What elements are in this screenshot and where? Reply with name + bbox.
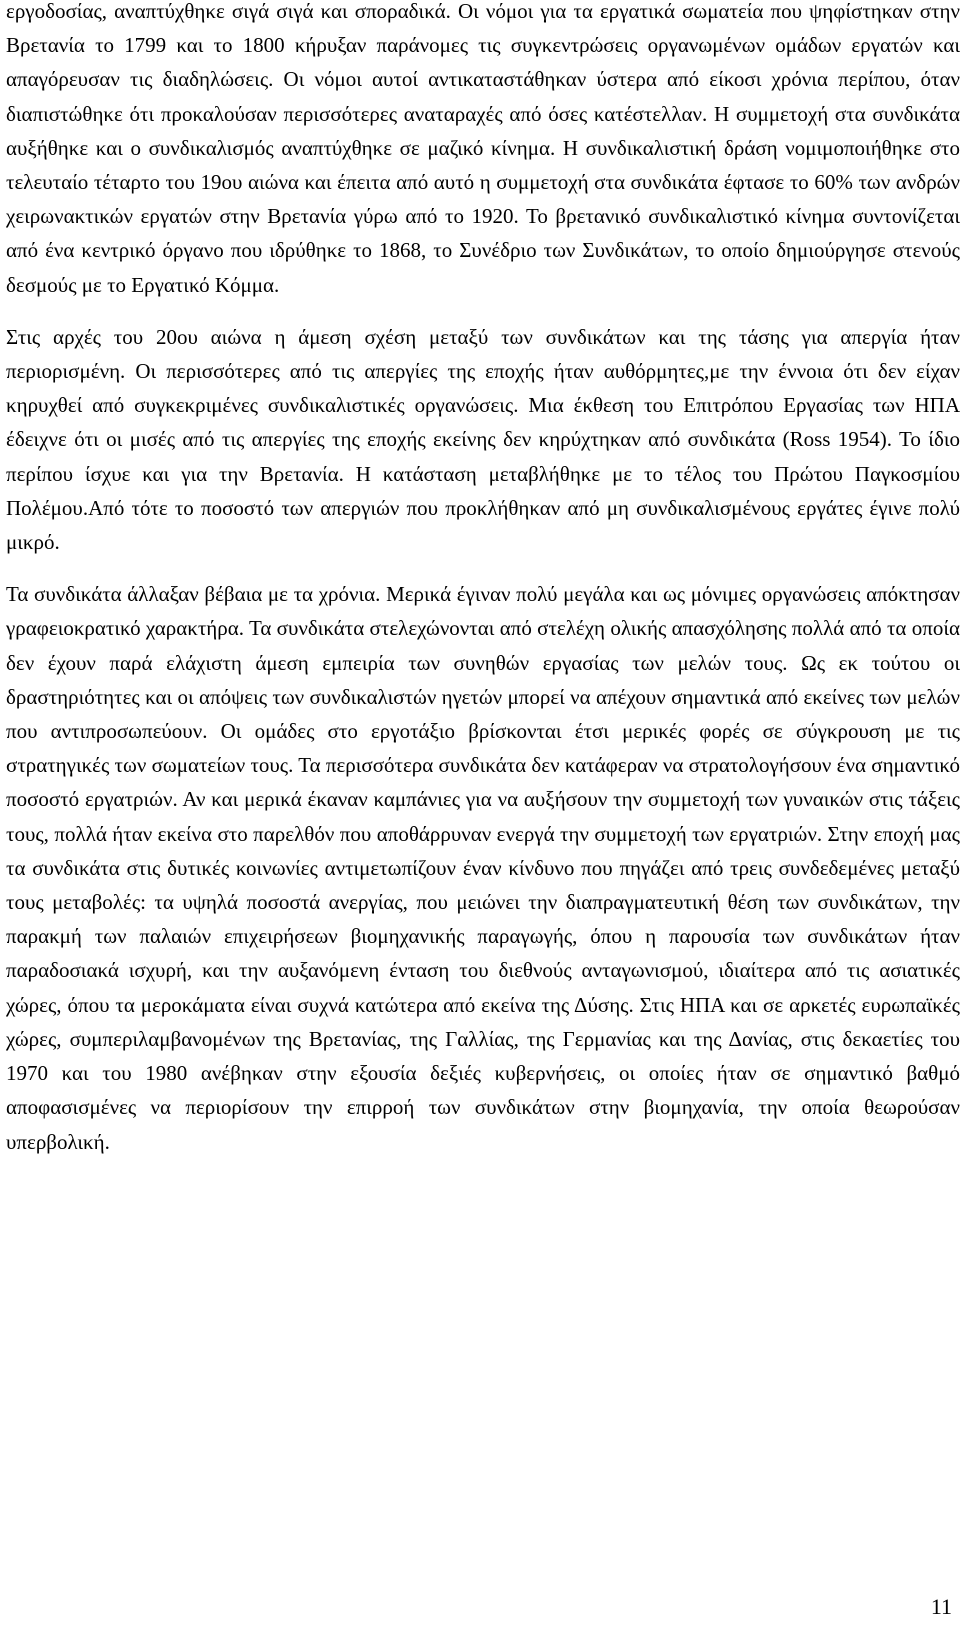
paragraph-1: εργοδοσίας, αναπτύχθηκε σιγά σιγά και σποραδικά. Οι νόμοι για τα εργατικά σωματεία που ψηφίστηκαν στην Βρετανία το 1799 και το 1800 κήρυξαν παράνομες τις συγκεντρώσεις οργανωμένων ομάδων εργατών και απαγόρευσαν τις διαδηλώσεις. Οι νόμοι αυτοί αντικαταστάθηκαν ύστερα από είκοσι χρόνια περίπου, όταν διαπιστώθηκε ότι προκαλούσαν περισσότερες αναταραχές από όσες κατέστελλαν. Η συμμετοχή στα συνδικάτα αυξήθηκε και ο συνδικαλισμός αναπτύχθηκε σε μαζικό κίνημα. Η συνδικαλιστική δράση νομιμοποιήθηκε στο τελευταίο τέταρτο του 19ου αιώνα και έπειτα από αυτό η συμμετοχή στα συνδικάτα έφτασε το 60% των ανδρών χειρωνακτικών εργατών στην Βρετανία γύρω από το 1920. Το βρετανικό συνδικαλιστικό κίνημα συντονίζεται από ένα κεντρικό όργανο που ιδρύθηκε το 1868, το Συνέδριο των Συνδικάτων, το οποίο δημιούργησε στενούς δεσμούς με το Εργατικό Κόμμα. — [6, 0, 960, 297]
page-number: 11 — [930, 1594, 952, 1619]
paragraph-3: Τα συνδικάτα άλλαξαν βέβαια με τα χρόνια. Μερικά έγιναν πολύ μεγάλα και ως μόνιμες οργανώσεις απόκτησαν γραφειοκρατικό χαρακτήρα. Τα συνδικάτα στελεχώνονται από στελέχη ολικής απασχόλησης πολλά από τα οποία δεν έχουν παρά ελάχιστη άμεση εμπειρία των συνηθών εργασίας των μελών τους. Ως εκ τούτου οι δραστηριότητες και οι απόψεις των συνδικαλιστών ηγετών μπορεί να απέχουν σημαντικά από εκείνες των μελών που αντιπροσωπεύουν. Οι ομάδες στο εργοτάξιο βρίσκονται έτσι μερικές φορές σε σύγκρουση με τις στρατηγικές των σωματείων τους. Τα περισσότερα συνδικάτα δεν κατάφεραν να στρατολογήσουν ένα σημαντικό ποσοστό εργατριών. Αν και μερικά έκαναν καμπάνιες για να αυξήσουν την συμμετοχή των γυναικών στις τάξεις τους, πολλά ήταν εκείνα στο παρελθόν που αποθάρρυναν ενεργά την συμμετοχή των εργατριών. Στην εποχή μας τα συνδικάτα στις δυτικές κοινωνίες αντιμετωπίζουν έναν κίνδυνο που πηγάζει από τρεις συνδεδεμένες μεταξύ τους μεταβολές: τα υψηλά ποσοστά ανεργίας, που μειώνει την διαπραγματευτική θέση των συνδικάτων, την παρακμή των παλαιών επιχειρήσεων βιομηχανικής παραγωγής, όπου η παρουσία των συνδικάτων ήταν παραδοσιακά ισχυρή, και την αυξανόμενη ένταση του διεθνούς ανταγωνισμού, ιδιαίτερα από τις ασιατικές χώρες, όπου τα μεροκάματα είναι συχνά κατώτερα από εκείνα της Δύσης. Στις ΗΠΑ και σε αρκετές ευρωπαϊκές χώρες, συμπεριλαμβανομένων της Βρετανίας, της Γαλλίας, της Γερμανίας και της Δανίας, στις δεκαετίες του 1970 και του 1980 ανέβηκαν στην εξουσία δεξιές κυβερνήσεις, οι οποίες ήταν σε σημαντικό βαθμό αποφασισμένες να περιορίσουν την επιρροή των συνδικάτων στην βιομηχανία, την οποία θεωρούσαν υπερβολική. — [6, 582, 960, 1154]
body-text — [6, 0, 960, 1159]
paragraph-2: Στις αρχές του 20ου αιώνα η άμεση σχέση μεταξύ των συνδικάτων και της τάσης για απεργία ήταν περιορισμένη. Οι περισσότερες από τις απεργίες της εποχής ήταν αυθόρμητες,με την έννοια ότι δεν είχαν κηρυχθεί από συγκεκριμένες συνδικαλιστικές οργανώσεις. Μια έκθεση του Επιτρόπου Εργασίας των ΗΠΑ έδειχνε ότι οι μισές από τις απεργίες της εποχής εκείνης δεν κηρύχτηκαν από συνδικάτα (Ross 1954). Το ίδιο περίπου ίσχυε και για την Βρετανία. Η κατάσταση μεταβλήθηκε με το τέλος του Πρώτου Παγκοσμίου Πολέμου.Από τότε το ποσοστό των απεργιών που προκλήθηκαν από μη συνδικαλισμένους εργάτες έγινε πολύ μικρό. — [6, 324, 960, 555]
